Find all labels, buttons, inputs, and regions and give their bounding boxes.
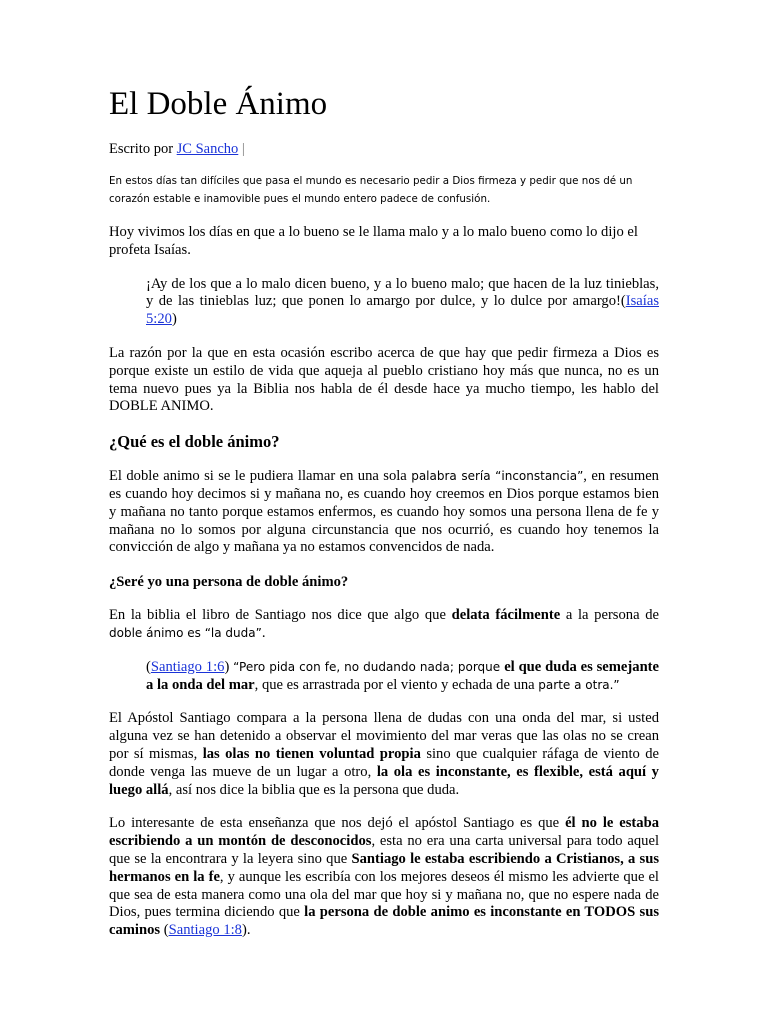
quote-text: ¡Ay de los que a lo malo dicen bueno, y a lo bueno malo; que hacen de la luz tinieblas, y de las tinieblas luz; que ponen lo amargo por dulce, y lo dulce por amargo! (146, 275, 659, 310)
p6-text-d: ( (160, 922, 169, 939)
p5-bold-1: las olas no tienen voluntad propia (202, 745, 421, 762)
p4-text-d: . (261, 624, 266, 641)
paragraph-4 (109, 607, 659, 643)
paragraph-5 (109, 710, 659, 799)
p6-text-e: ). (241, 922, 251, 939)
q2-bold: el que duda es semejante a la onda del mar (146, 658, 660, 693)
p5-text-b: sino que cualquier ráfaga de viento de donde venga las mueve de un lugar a otro, (109, 745, 659, 780)
q2-text-a: “Pero pida con fe, no dudando nada; porque (233, 659, 505, 674)
paragraph-1: Hoy vivimos los días en que a lo bueno se le llama malo y a lo malo bueno como lo dijo el profeta Isaías. (109, 224, 638, 258)
quote-isaias-text (146, 276, 659, 329)
p4-text-c: doble ánimo es “la duda” (109, 625, 262, 640)
ref-paren-open: ( (620, 293, 626, 310)
p5-text-a: El Apóstol Santiago compara a la persona llena de dudas con una onda del mar, si usted alguna vez se han detenido a observar el movimiento del mar veras que las olas no se crean por sí mismas, (109, 710, 659, 762)
p6-bold-2: Santiago le estaba escribiendo a Cristianos, a sus hermanos en la fe (109, 850, 659, 885)
quote-isaias (146, 276, 659, 329)
section-heading-1: ¿Qué es el doble ánimo? (109, 432, 280, 452)
p3-text-b: palabra sería “inconstancia” (411, 469, 584, 484)
p3-text-a: El doble animo si se le pudiera llamar en una sola (109, 468, 412, 485)
isaias-5-20-link[interactable]: Isaías 5:20 (146, 293, 659, 328)
p6-text-b: , esta no era una carta universal para todo aquel que se la encontrara y la leyera sino que (109, 833, 660, 867)
q2-paren-open: ( (146, 658, 151, 675)
p5-bold-2: la ola es inconstante, es flexible, está aquí y luego allá (109, 763, 659, 798)
page-title: El Doble Ánimo (109, 86, 328, 122)
author-link[interactable]: JC Sancho (176, 141, 239, 157)
p3-text-c: , en resumen es cuando hoy decimos si y mañana no, es cuando hoy creemos en Dios porque estamos bien y mañana no tanto porque estamos enfermos, es cuando hoy somos una persona llena de fe y mañana no lo somos por alguna circunstancia que nos ocurrió, es cuando hoy tenemos la convicción de algo y mañana ya no estamos convencidos de nada. (109, 468, 659, 556)
quote-santiago-text (146, 659, 659, 695)
paragraph-2: La razón por la que en esta ocasión escribo acerca de que hay que pedir firmeza a Dios es porque existe un estilo de vida que aqueja al pueblo cristiano hoy más que nunca, no es un tema nuevo pues ya la Biblia nos habla de él desde hace ya mucho tiempo, les hablo del DOBLE ANIMO. (109, 344, 659, 415)
byline-separator: | (238, 141, 245, 157)
santiago-1-6-link[interactable]: Santiago 1:6 (150, 658, 225, 675)
paragraph-6 (109, 815, 659, 940)
byline-prefix: Escrito por (109, 141, 177, 157)
p6-bold-3: la persona de doble animo es inconstante en TODOS sus caminos (109, 904, 659, 939)
p6-bold-1: él no le estaba escribiendo a un montón de desconocidos (109, 815, 659, 850)
q2-paren-close: ) (224, 658, 234, 675)
article (109, 84, 659, 956)
paragraph-3 (109, 468, 659, 557)
ref-paren-close: ) (171, 311, 177, 328)
p4-text-a: En la biblia el libro de Santiago nos dice que algo que (109, 607, 452, 624)
q2-text-b: , que es arrastrada por el viento y echada de una (254, 676, 539, 693)
p4-text-b: a la persona de (560, 607, 659, 624)
intro-paragraph: En estos días tan difíciles que pasa el mundo es necesario pedir a Dios firmeza y pedir que nos dé un corazón estable e inamovible pues el mundo entero padece de confusión. (109, 175, 633, 205)
section-heading-2: ¿Seré yo una persona de doble ánimo? (109, 574, 349, 591)
quote-santiago (146, 659, 659, 695)
q2-text-c: parte a otra.” (538, 677, 620, 692)
p6-text-c: , y aunque les escribía con los mejores deseos él mismo les advierte que el que sea de esta manera como una ola del mar que hoy si y mañana no, que no espere nada de Dios, pues termina diciendo que (109, 868, 659, 921)
p6-text-a: Lo interesante de esta enseñanza que nos dejó el apóstol Santiago es que (109, 815, 566, 832)
byline (109, 140, 659, 158)
santiago-1-8-link[interactable]: Santiago 1:8 (168, 922, 242, 939)
p4-bold: delata fácilmente (451, 607, 561, 624)
p5-text-c: , así nos dice la biblia que es la persona que duda. (168, 781, 460, 798)
